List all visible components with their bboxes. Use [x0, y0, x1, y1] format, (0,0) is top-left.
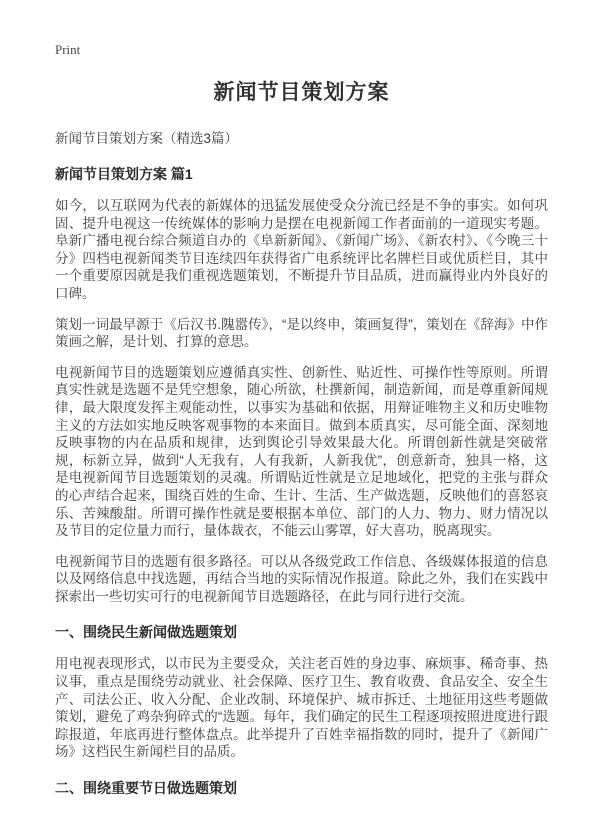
print-link[interactable]: Print	[55, 42, 81, 57]
paragraph-paths: 电视新闻节目的选题有很多路径。可以从各级党政工作信息、各级媒体报道的信息以及网络信息中找选题，再结合当地的实际情况作报道。除此之外，我们在实践中探索出一些切实可行的电视新闻节目选题路径，在此与同行进行交流。	[55, 553, 548, 604]
section1-heading: 一、围绕民生新闻做选题策划	[55, 624, 237, 641]
section2-heading: 二、围绕重要节日做选题策划	[55, 780, 237, 797]
paragraph-minsheng: 用电视表现形式，以市民为主要受众，关注老百姓的身边事、麻烦事、稀奇事、热议事，重点是围绕劳动就业、社会保障、医疗卫生、教育收费、食品安全、安全生产、司法公正、收入分配、企业改制、环境保护、城市拆迁、土地征用这些考题做策划，避免了鸡杂狗碎式的“选题。每年，我们确定的民生工程逐项按照进度进行跟踪报道，年底再进行整体盘点。此举提升了百姓幸福指数的同时，提升了《新闻广场》这档民生新闻栏目的品质。	[55, 656, 548, 760]
document-subtitle: 新闻节目策划方案（精选3篇）	[55, 131, 239, 146]
part1-heading: 新闻节目策划方案 篇1	[55, 166, 193, 182]
document-title: 新闻节目策划方案	[213, 81, 390, 104]
paragraph-intro: 如今，以互联网为代表的新媒体的迅猛发展使受众分流已经是不争的事实。如何巩固、提升电视这一传统媒体的影响力是摆在电视新闻工作者面前的一道现实考题。阜新广播电视台综合频道自办的《阜新新闻》、《新闻广场》、《新农村》、《今晚三十分》四档电视新闻类节目连续四年获得省广电系统评比名牌栏目或优质栏目，其中一个重要原因就是我们重视选题策划，不断提升节目品质，进而赢得业内外良好的口碑。	[55, 198, 548, 301]
paragraph-definition: 策划一词最早源于《后汉书.隗嚣传》，“是以终申，策画复得”，策划在《辞海》中作策画之解，是计划、打算的意思。	[55, 316, 548, 350]
paragraph-principles: 电视新闻节目的选题策划应遵循真实性、创新性、贴近性、可操作性等原则。所谓真实性就是选题不是凭空想象，随心所欲，杜撰新闻，制造新闻，而是尊重新闻规律，最大限度发挥主观能动性，以事实为基础和依据，用辩证唯物主义和历史唯物主义的方法如实地反映客观事物的本来面目。做到本质真实，尽可能全面、深刻地反映事物的内在品质和规律，达到舆论引导效果最大化。所谓创新性就是突破常规，标新立异，做到“人无我有，人有我新，人新我优”，创意新奇，独具一格，这是电视新闻节目选题策划的灵魂。所谓贴近性就是立足地域化，把党的主张与群众的心声结合起来，围绕百姓的生命、生计、生活、生产做选题，反映他们的喜怒哀乐、苦辣酸甜。所谓可操作性就是要根据本单位、部门的人力、物力、财力情况以及节目的定位量力而行，量体裁衣，不能云山雾罩，好大喜功，脱离现实。	[55, 364, 548, 539]
